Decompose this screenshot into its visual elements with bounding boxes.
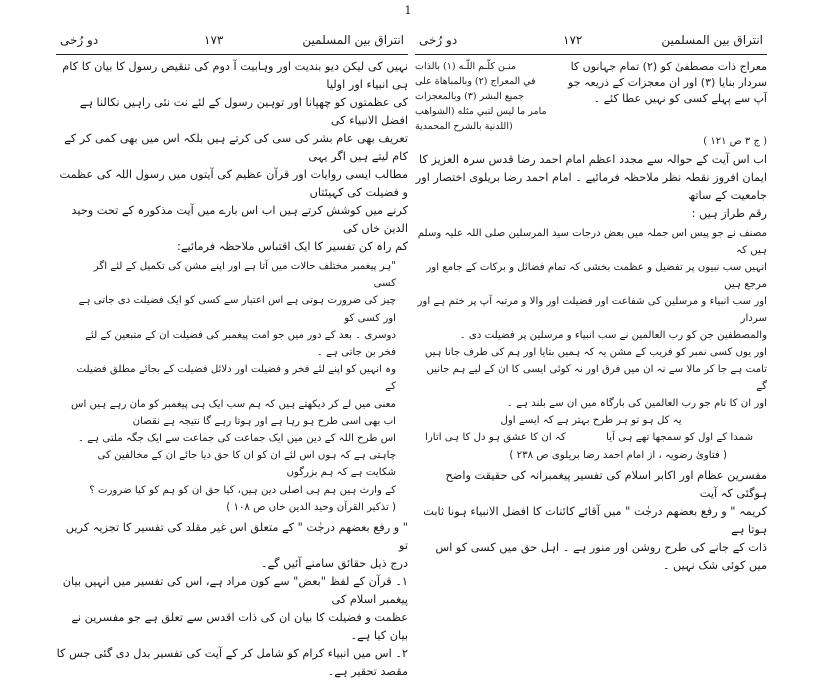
left-page-header (56, 30, 408, 55)
arabic-line: جميع البشر (۳) وبالمعجزات (415, 91, 525, 102)
left-body-paragraph (56, 58, 408, 256)
left-header-page-number: ۱۷۳ (204, 33, 224, 47)
quote-line: معنی میں لے کر دیکھتے ہیں کہ ہم سب ایک ہی پیغمبر کو مان رہے ہیں اس (71, 398, 396, 410)
text-line: کریمہ " و رفع بعضهم درجٰت " میں آقائے کائنات کا افضل الانبیاء ہونا ثابت ہوتا ہے (423, 505, 767, 536)
text-line: مفسرین عظام اور اکابر اسلام کی تفسیر پیغمبرانہ کی حقیقت واضح ہوگئی کہ آیت (445, 469, 767, 500)
right-intro-paragraph (415, 151, 767, 223)
text-line: " و رفع بعضهم درجٰت " کے متعلق اس غیر مقلد کی تفسیر کا تجزیہ کریں تو (65, 521, 408, 553)
text-line: اب اس آیت کے حوالہ سے مجدد اعظم امام احمد رضا قدس سرہ العزیز کا (418, 153, 767, 166)
left-analysis-paragraph (56, 519, 408, 681)
urdu-translation (565, 59, 767, 134)
left-header-book-title: انتراق بين المسلمين (302, 33, 404, 47)
quote-citation: ( تذکیر القرآن وحید الدین خاں ص ۱۰۸ ) (226, 501, 396, 513)
quote-line: انہیں سب نبیوں پر تفضیل و عظمت بخشی کہ تمام فضائل و برکات کے جامع اور مرجع ہیں (426, 262, 767, 290)
quote-line: اور یوں کسی نمبر کو فریب کے مشن یہ کہ ہمیں بتایا اور ہم کی طرف جانا ہیں (424, 347, 767, 358)
text-line: کی عظمتوں کو چھپانا اور توہین رسول کے لئے نت نئی راہیں نکالنا ہے افضل الانبیاء کی (79, 96, 408, 127)
quote-line: تامت ہے جا کر مالا سے نہ ان میں فرق اور نہ کوئی ایسی کا ان کے لیے ہم جانیں گے (426, 364, 767, 392)
bilingual-block (415, 59, 767, 134)
text-line: ۱۔ قرآن کے لفظ "بعض" سے کون مراد ہے، اس کی تفسیر میں انہیں بیان پیغمبر اسلام کی (62, 575, 408, 607)
quote-line: مصنف نے جو پیس اس جملہ میں بعض درجات سید المرسلین صلی اللہ علیہ وسلم ہیں کہ (417, 228, 767, 256)
quote-line: اب بھی اسی طرح ہو رہا ہے اور ہوتا رہے گا نتیجہ ہے نقصان (132, 415, 396, 427)
quote-line: اس طرح اللہ کے دین میں ایک جماعت کی جماعت سے ایک جگہ ملتی ہے ۔ (77, 433, 396, 445)
left-header-chapter-title: دو رُخی (60, 33, 99, 47)
text-line: تعریف بھی عام بشر کی سی کی کرتے ہیں بلکہ اس میں بھی کمی کر کے کام لیتے ہیں اگر یہی (64, 132, 408, 163)
left-quoted-passage (56, 258, 408, 516)
text-line: کرنے میں کوشش کرتے ہیں اب اس بارے میں آیت مذکورہ کے تحت وحید الدین خاں کی (71, 204, 408, 235)
text-line: عظمت و فضیلت کا بیان ان کی ذات اقدس سے تعلق ہے جو مفسرین نے بیان کیا ہے۔ (71, 611, 408, 643)
quote-line: اور ان کا نام جو رب العالمین کی بارگاہ میں ان سے بلند ہے ۔ (506, 398, 767, 409)
quote-line: چیز کی ضرورت ہوتی ہے اس اعتبار سے کسی کو ایک فضیلت دی جاتی ہے اور کسی کو (78, 295, 396, 324)
arabic-quotation (415, 59, 565, 134)
fatawa-citation: ( فتاویٰ رضویہ ، از امام احمد رضا بریلوی ص ۲۳۸ ) (509, 450, 727, 461)
quote-line: اور سب انبیاء و مرسلین کی شفاعت اور فضیلت اور والا و مرتبہ آپ پر ختم ہے اور سردار (417, 296, 767, 324)
quote-line: وہ انہیں کو اپنے لئے فخر و فضیلت اور دلائل فضیلت کے بجائے مطلق فضیلت کے (76, 364, 396, 393)
translation-line: سردار بنایا (۳) اور ان معجزات کے ذریعہ جو (568, 76, 767, 89)
quote-line: کے وارث ہیں ہم ہی اصلی دین ہیں، کیا حق ان کو ہم کو کیا ضرورت ؟ (89, 484, 396, 496)
page-number: 1 (404, 4, 412, 17)
right-header-page-number: ۱۷۲ (563, 33, 583, 47)
quote-line: چاہتی ہے کہ ہوں اس لئے ان کو ان کا حق دیا جائے ان کے مخالفین کی شکایت ہے کہ ہم بزرگوں (97, 450, 396, 479)
arabic-line: منـن كلّـم اللّـه (۱) بالذات (415, 61, 516, 72)
right-header-book-title: انتراق بين المسلمين (661, 33, 763, 47)
text-line: ۲۔ اس میں انبیاء کرام کو شامل کر کے آیت کی تفسیر بدل دی گئی جس کا مقصد تحقیر ہے۔ (56, 647, 408, 679)
verse-hemistich-first: شمدا کے اول کو سمجھا تھے ہی آیا (606, 432, 753, 443)
text-line: نہیں کی لیکن دیو بندیت اور وہابیت آ دوم کی تنقیص رسول کا بیان کا کام ہی انبیاء اور اولیا (62, 60, 408, 91)
text-line: کم راہ کن تفسیر کا ایک اقتباس ملاحظہ فرمائیے: (177, 240, 408, 253)
text-line: رقم طراز ہیں : (691, 207, 767, 220)
quote-line: دوسری ۔ بعد کے دور میں جو امت پیغمبر کی فضیلت ان کے متبعین کے لئے فخر بن جاتی ہے ۔ (85, 329, 396, 359)
verse-hemistich-second: کہ ان کا عشق ہو دل کا ہی اتارا (425, 432, 566, 443)
left-page (56, 30, 408, 679)
verse-couplet (415, 429, 767, 446)
right-quoted-passage (415, 225, 767, 446)
text-line: درج ذیل حقائق سامنے آئیں گے۔ (260, 557, 408, 571)
arabic-line: اللدنية بالشرح المحمدية) (415, 121, 513, 132)
text-line: ذات کے جانے کی طرح روشن اور منور ہے ۔ اہل حق میں کسی کو اس میں کوئی شک نہیں ۔ (435, 541, 767, 572)
volume-reference: ( ج ۳ ص ۱۲۱ ) (703, 136, 767, 147)
centered-line: یہ کل ہو تو ہر طرح بہتر ہے کہ ایسے اول (500, 415, 682, 426)
arabic-line: في المعراج (۲) وبالمباهاة على (415, 76, 536, 87)
quote-line: والمصطفین جن کو رب العالمین نے سب انبیاء و مرسلین پر فضیلت دی ۔ (459, 330, 767, 341)
right-page (415, 30, 767, 572)
text-line: ایمان افروز نقطہ نظر ملاحظہ فرمائیے ۔ امام احمد رضا بریلوی اختصار اور جامعیت کے ساتھ (415, 171, 767, 202)
right-conclusion-paragraph (415, 467, 767, 575)
right-page-header (415, 30, 767, 55)
translation-line: معراج ذات مصطفیٰ کو (۲) تمام جہانوں کا (570, 60, 767, 73)
translation-line: آپ سے پہلے کسی کو نہیں عطا کئے ۔ (593, 92, 767, 105)
right-header-chapter-title: دو رُخی (419, 33, 458, 47)
text-line: مطالب ایسی روایات اور قرآن عظیم کی آیتوں میں رسول اللہ کی عظمت و فضیلت کی کہیئتاں (59, 168, 408, 199)
quote-line: "ہر پیغمبر مختلف حالات میں آتا ہے اور اپنے مشن کی تکمیل کے لئے اگر کسی (93, 261, 396, 290)
arabic-line: مامر ما ليس لنبي مثله (الشواهب (415, 106, 547, 117)
